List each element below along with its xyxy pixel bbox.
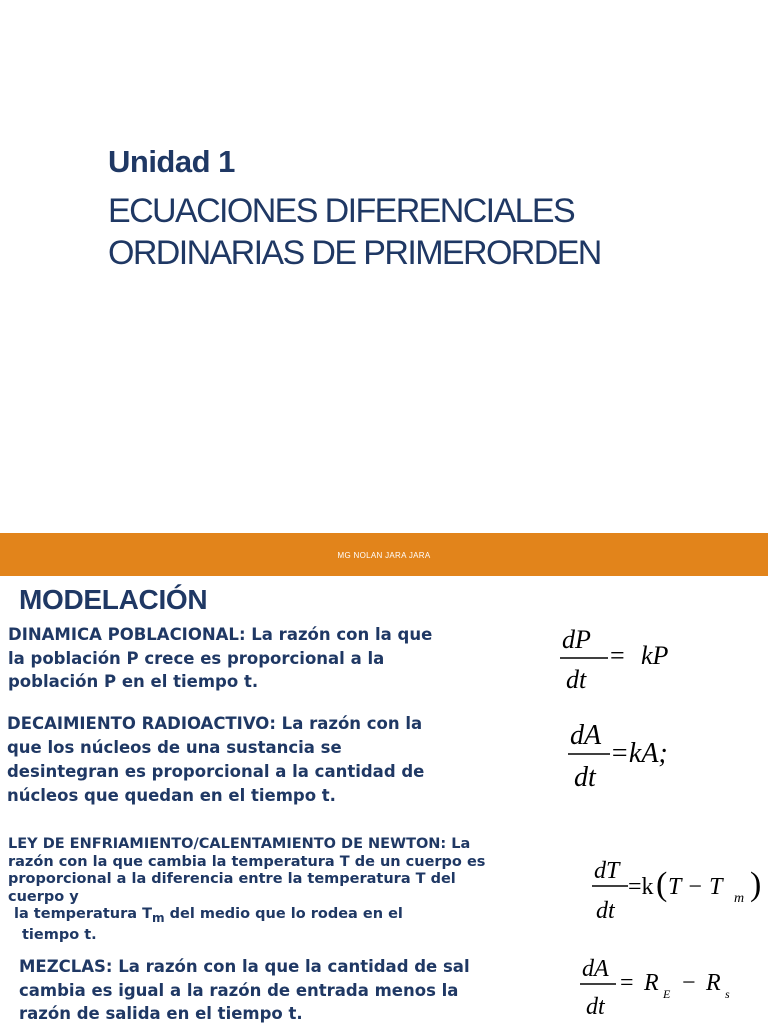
mezclas-label: MEZCLAS: <box>19 957 113 976</box>
radioactivo-paragraph <box>7 712 537 808</box>
poblacional-line-2: la población P crece es proporcional a la <box>8 648 385 668</box>
course-title-line-2: ORDINARIAS DE PRIMERORDEN <box>108 234 601 272</box>
mezclas-line-1: La razón con la que la cantidad de sal <box>112 957 470 976</box>
newton-line-5 <box>8 906 573 927</box>
poblacional-line-1: La razón con la que <box>245 625 433 644</box>
formula-4-minus: − <box>682 970 696 996</box>
formula-4-sub-s: s <box>725 987 730 1001</box>
course-title-line-1: ECUACIONES DIFERENCIALES <box>108 192 575 230</box>
mezclas-line-2: cambia es igual a la razón de entrada menos la <box>19 980 459 1000</box>
formula-1-rhs: kP <box>641 641 669 670</box>
newton-line-5-rest: del medio que lo rodea en el <box>164 906 403 922</box>
mezclas-line-3: razón de salida en el tiempo t. <box>19 1004 303 1023</box>
course-title <box>108 190 601 274</box>
formula-3-denominator: dt <box>596 898 615 924</box>
unit-heading: Unidad 1 <box>108 144 235 179</box>
formula-3-k: =k <box>628 874 654 900</box>
newton-paragraph <box>8 836 573 945</box>
footer-bar <box>0 533 768 576</box>
radioactivo-line-2: que los núcleos de una sustancia se <box>7 738 342 757</box>
formula-2-numerator: dA <box>570 720 602 751</box>
formula-4-equals: = <box>620 970 634 996</box>
formula-4-r-salida: R <box>706 970 721 996</box>
newton-line-2: razón con la que cambia la temperatura T de un cuerpo es <box>8 853 486 870</box>
formula-4-sub-e: E <box>663 987 671 1001</box>
formula-1-denominator: dt <box>566 665 587 694</box>
newton-line-3: proporcional a la diferencia entre la temperatura T del <box>8 871 456 887</box>
formula-2-rhs: =kA; <box>610 738 668 769</box>
poblacional-label: DINAMICA POBLACIONAL: <box>8 625 246 644</box>
radioactivo-label: DECAIMIENTO RADIOACTIVO: <box>7 714 276 733</box>
radioactivo-line-3: desintegran es proporcional a la cantidad de <box>7 762 425 781</box>
formula-3-numerator: dT <box>594 858 620 884</box>
formula-2-denominator: dt <box>574 762 596 793</box>
formula-3-close-paren: ) <box>750 866 762 903</box>
newton-line-4: cuerpo y <box>8 888 79 905</box>
formula-3-open-paren: ( <box>656 866 668 903</box>
radioactivo-line-4: núcleos que quedan en el tiempo t. <box>7 786 336 805</box>
formula-1-equals: = <box>610 641 625 670</box>
formula-4-denominator: dt <box>586 994 605 1020</box>
radioactivo-line-1: La razón con la <box>275 714 423 733</box>
newton-line-5-text: la temperatura T <box>14 906 152 922</box>
formula-3-subscript: m <box>734 891 745 906</box>
newton-line-6: tiempo t. <box>22 927 97 944</box>
newton-label: LEY DE ENFRIAMIENTO/CALENTAMIENTO DE NEWTON: <box>8 836 447 852</box>
formula-3-difference: T − T <box>668 874 723 900</box>
section-title: MODELACIÓN <box>19 584 208 615</box>
formula-poblacional <box>556 618 686 700</box>
formula-1-numerator: dP <box>562 625 591 654</box>
poblacional-line-3: población P en el tiempo t. <box>8 672 259 691</box>
formula-radioactivo <box>566 712 686 798</box>
newton-line-1: La <box>446 836 471 852</box>
formula-mezclas <box>578 950 748 1026</box>
footer-author: MG NOLAN JARA JARA <box>337 551 431 560</box>
formula-4-numerator: dA <box>582 956 609 982</box>
newton-line-5-subscript: m <box>151 910 165 925</box>
poblacional-paragraph <box>8 623 538 694</box>
mezclas-paragraph <box>19 955 559 1026</box>
formula-newton <box>590 850 766 930</box>
formula-4-r-entrada: R <box>644 970 659 996</box>
